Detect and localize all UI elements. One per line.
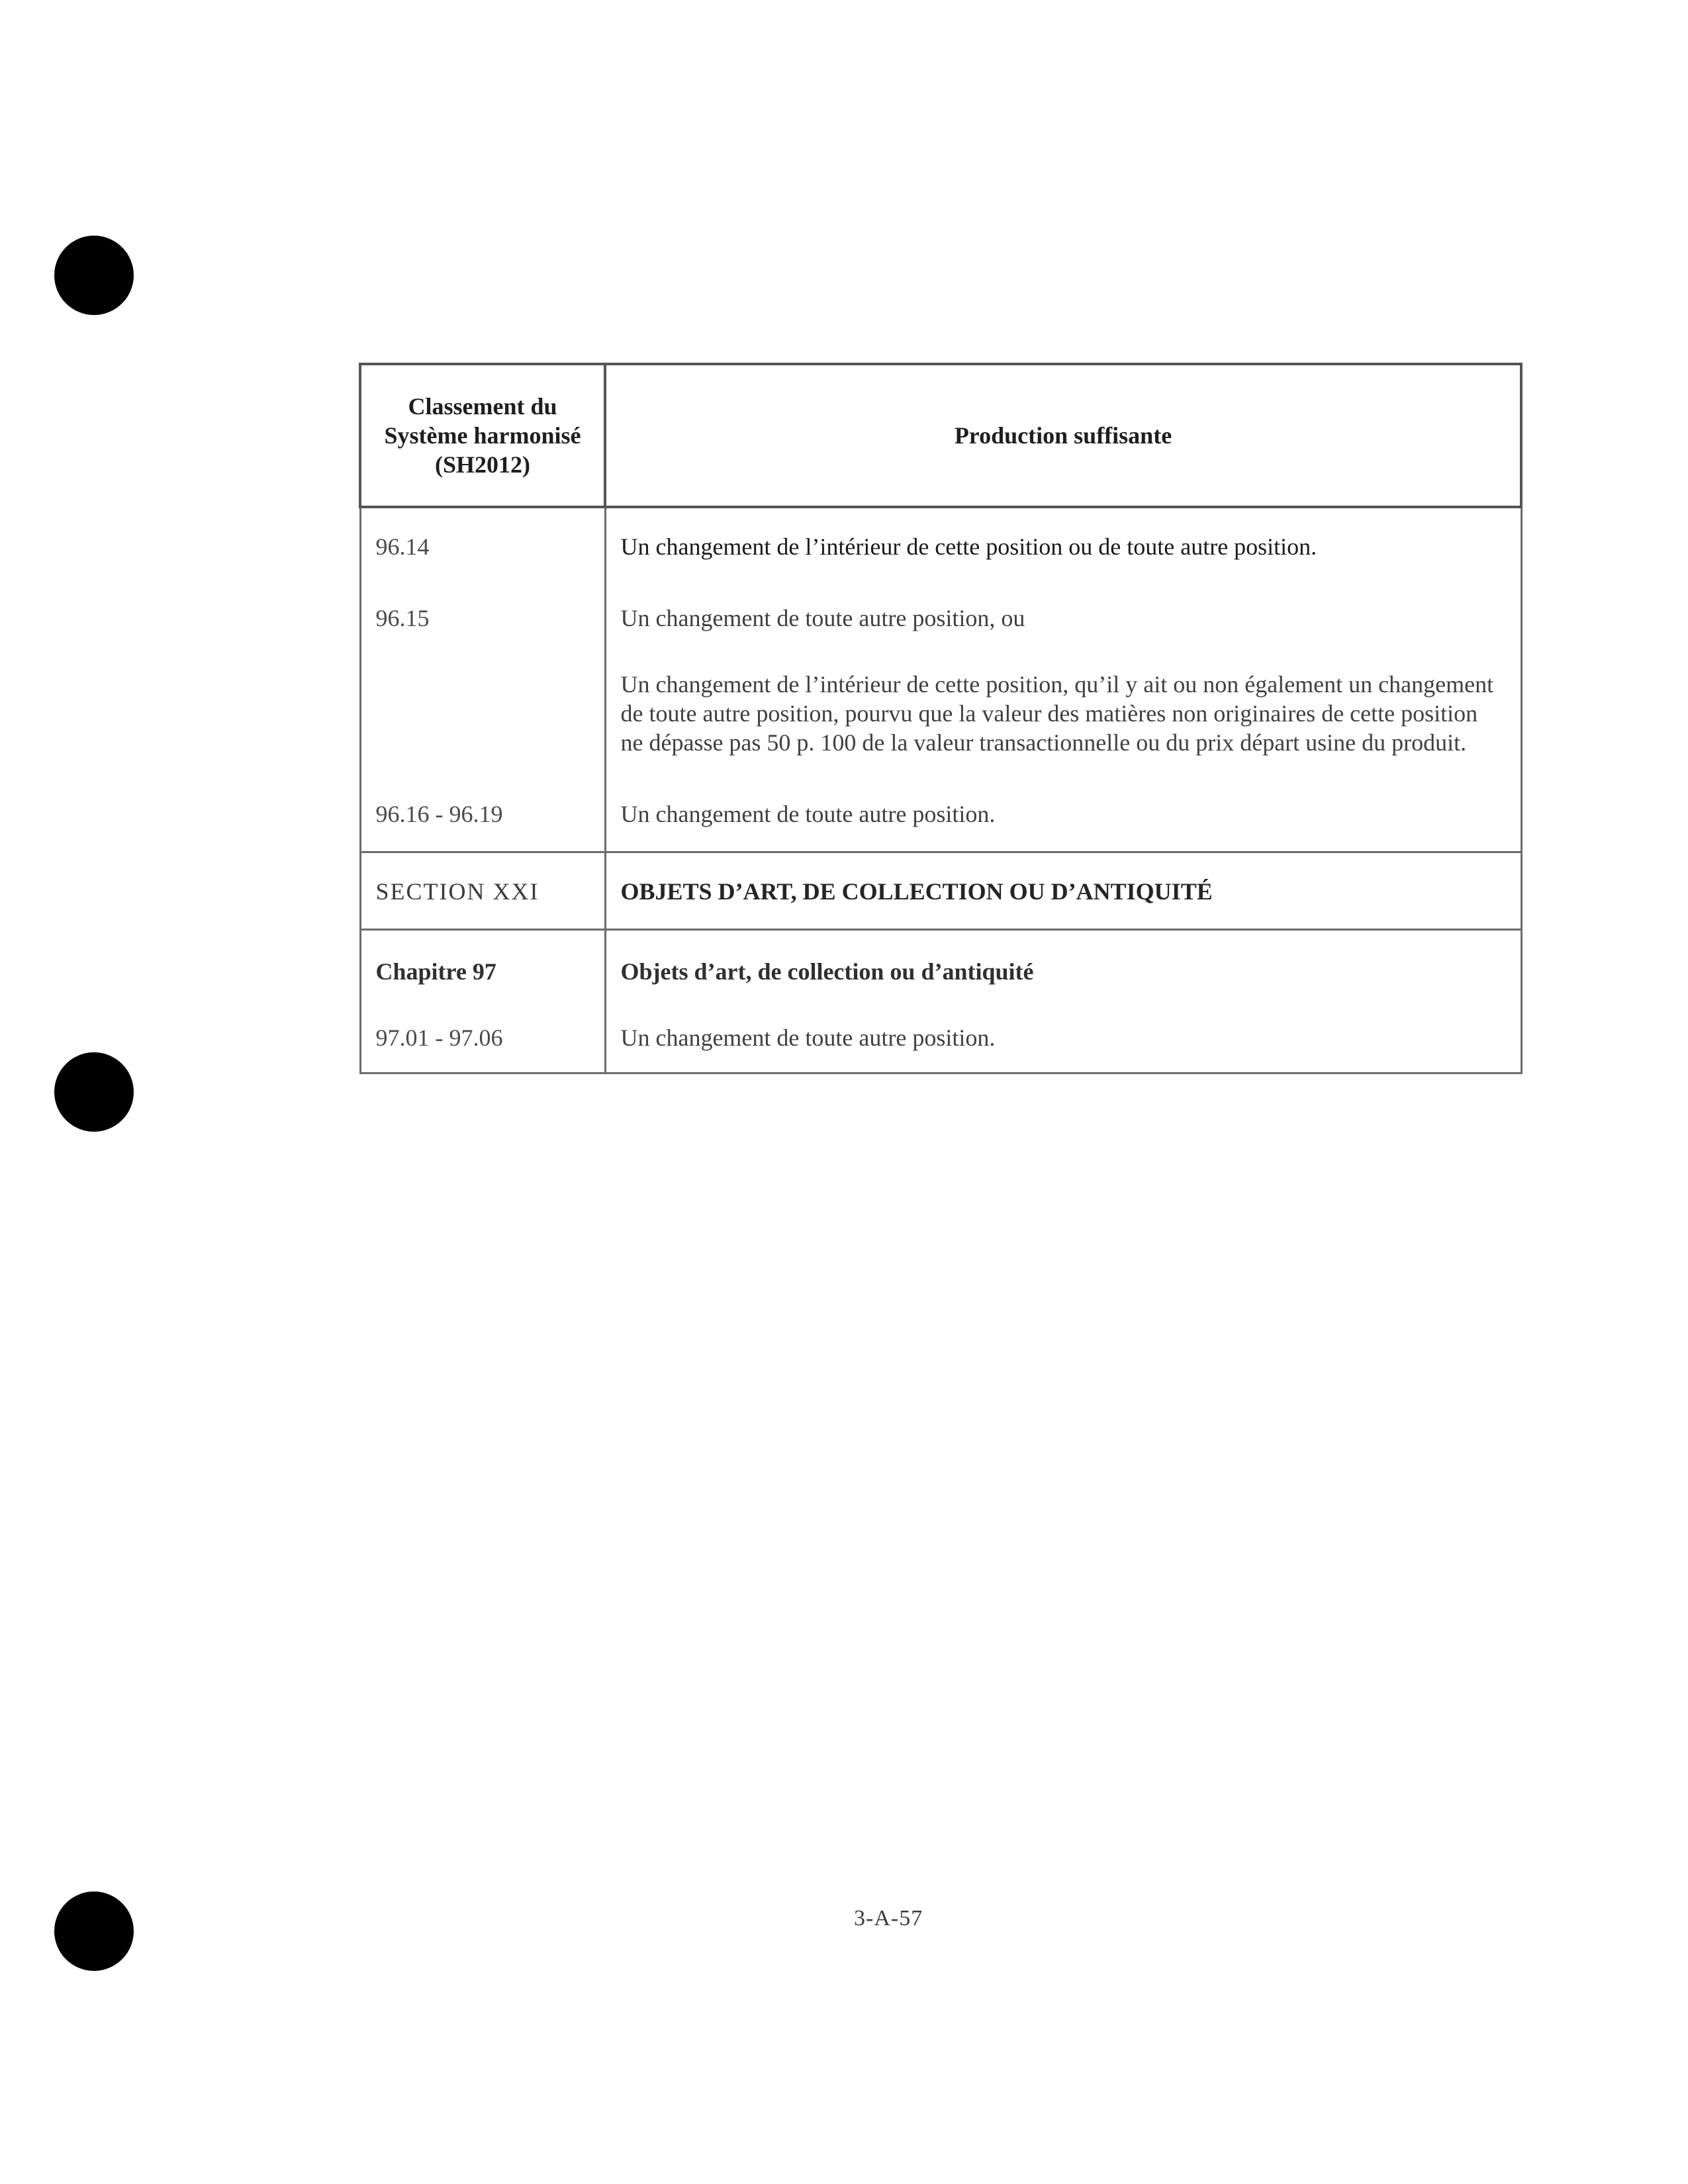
row-code-97-01-97-06: 97.01 - 97.06 [360,986,605,1073]
row-code-96-14: 96.14 [360,507,605,561]
row-rule-96-15: Un changement de toute autre position, ou [605,561,1521,633]
section-heading-row [360,852,1521,930]
row-code-96-15: 96.15 [360,561,605,633]
chapter-code: Chapitre 97 [360,930,605,987]
row-rule-96-15-alt: Un changement de l’intérieur de cette position, qu’il y ait ou non également un changement de toute autre position, pourvu que la valeur des matières non originaires de cette position ne dépasse pas 50 p. 100 de la valeur transactionnelle ou du prix départ usine du produit. [605,633,1521,757]
header-classification-line-1: Classement du [408,393,557,420]
header-row [360,364,1521,507]
chapter-title: Objets d’art, de collection ou d’antiquité [605,930,1521,987]
section-title: OBJETS D’ART, DE COLLECTION OU D’ANTIQUITÉ [605,852,1521,930]
row-code-96-15-alt [360,633,605,757]
table-row [360,986,1521,1073]
page-number: 3-A-57 [854,1906,923,1931]
table-row [360,633,1521,757]
punch-hole-bottom [54,1891,134,1971]
header-classification [360,364,605,507]
row-rule-96-16-96-19: Un changement de toute autre position. [605,757,1521,852]
header-classification-line-2: Système harmonisé [384,422,581,449]
row-rule-96-14: Un changement de l’intérieur de cette position ou de toute autre position. [605,507,1521,561]
table-row [360,561,1521,633]
chapter-heading-row [360,930,1521,987]
header-classification-line-3: (SH2012) [435,451,530,478]
punch-hole-middle [54,1052,134,1132]
table-body [360,507,1521,1073]
row-code-96-16-96-19: 96.16 - 96.19 [360,757,605,852]
table-row [360,757,1521,852]
table-header [360,364,1521,507]
section-code: SECTION XXI [360,852,605,930]
row-rule-97-01-97-06: Un changement de toute autre position. [605,986,1521,1073]
header-rule: Production suffisante [605,364,1521,507]
punch-hole-top [54,236,134,315]
rules-of-origin-table [359,363,1523,1074]
table-row [360,507,1521,561]
